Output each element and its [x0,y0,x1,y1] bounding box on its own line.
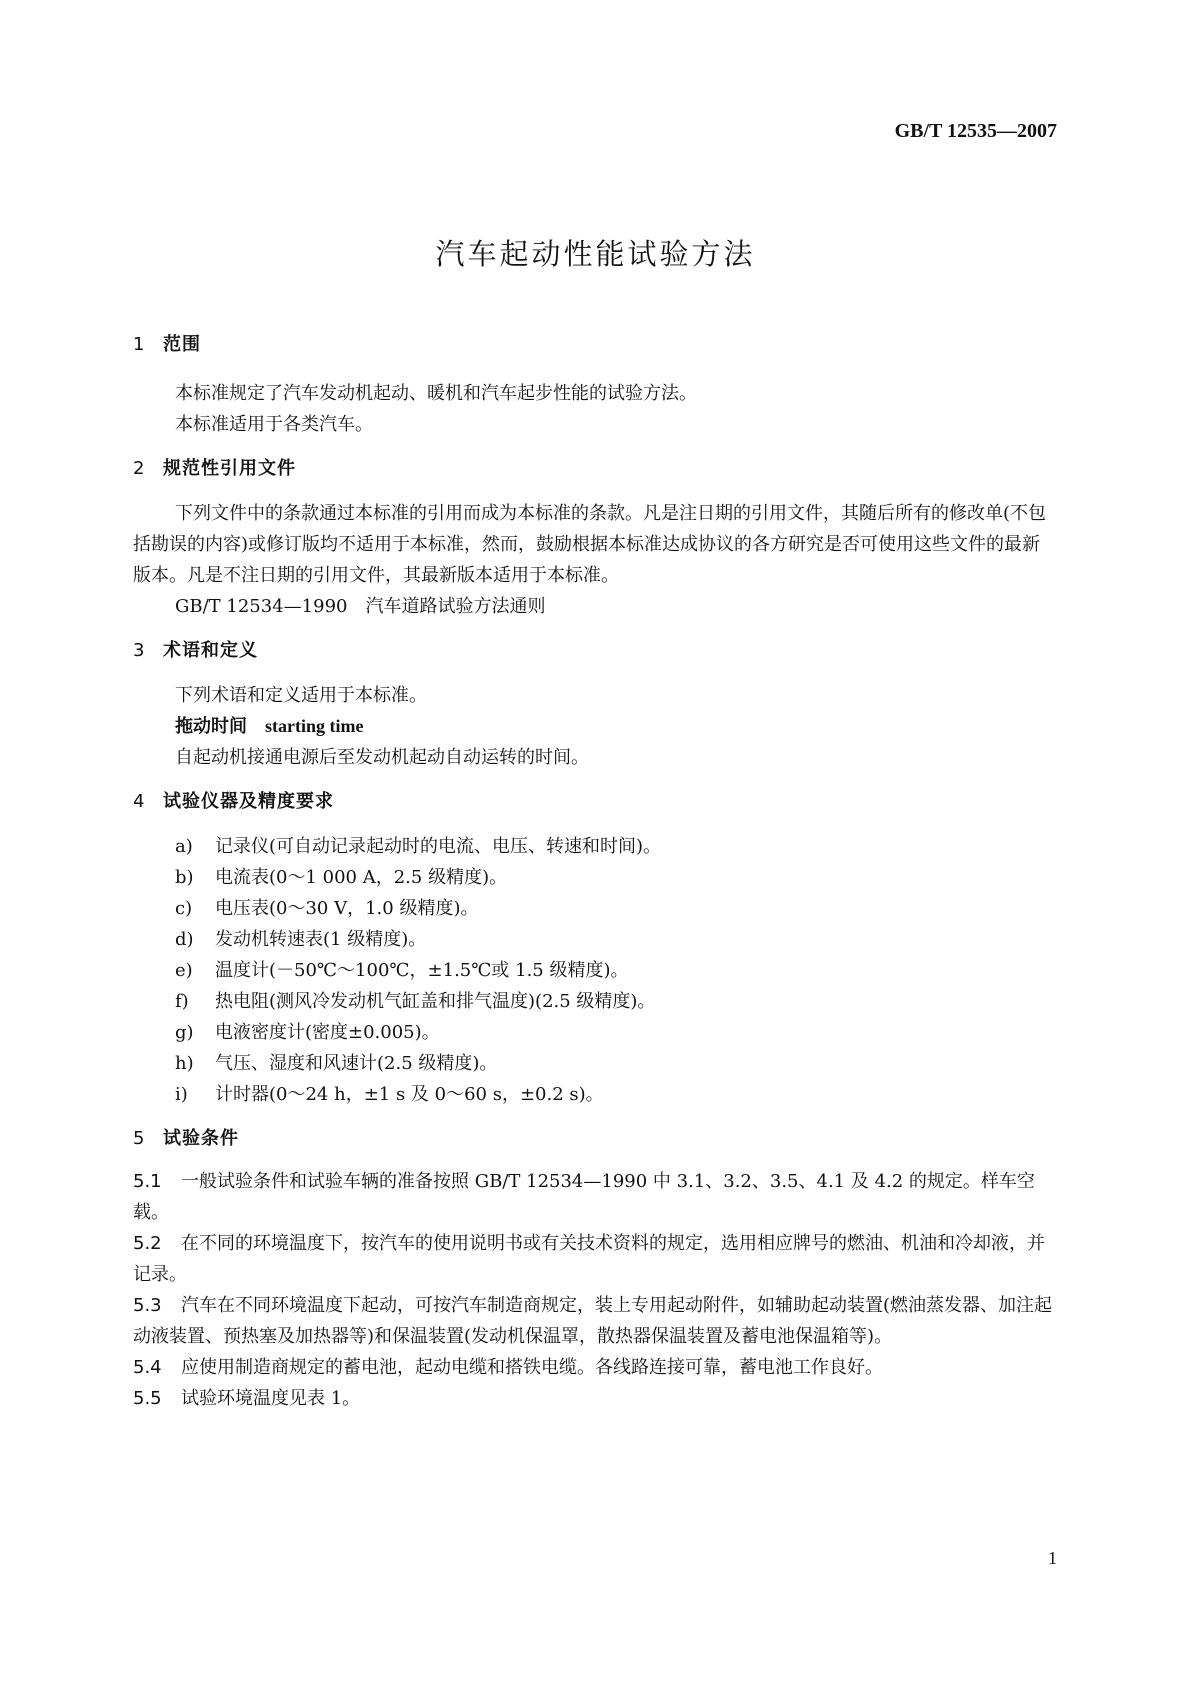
reference-entry: GB/T 12534—1990 汽车道路试验方法通则 [175,596,546,617]
section-terms-definitions [133,636,1058,773]
section-heading: 5 试验条件 [133,1128,239,1149]
section-heading: 1 范围 [133,334,201,355]
section-heading: 3 术语和定义 [133,640,258,661]
paragraph: 本标准适用于各类汽车。 [175,414,373,435]
clause: 5.5 试验环境温度见表 1。 [133,1388,361,1409]
paragraph: 本标准规定了汽车发动机起动、暖机和汽车起步性能的试验方法。 [175,383,697,404]
document-body [133,330,1058,1414]
list-item: e) 温度计(－50℃～100℃，±1.5℃或 1.5 级精度)。 [175,960,629,981]
list-item: d) 发动机转速表(1 级精度)。 [175,929,427,950]
section-instruments [133,787,1058,1110]
section-test-conditions [133,1124,1058,1414]
clause: 5.3 汽车在不同环境温度下起动，可按汽车制造商规定，装上专用起动附件，如辅助起动装置(燃油蒸发器、加注起动液装置、预热塞及加热器等)和保温装置(发动机保温罩，散热器保温装置及蓄电池保温箱等)。 [133,1295,1053,1347]
list-item: g) 电液密度计(密度±0.005)。 [175,1022,440,1043]
term-definition: 自起动机接通电源后至发动机起动自动运转的时间。 [175,747,589,768]
section-normative-references [133,454,1058,622]
clause: 5.1 一般试验条件和试验车辆的准备按照 GB/T 12534—1990 中 3.1、3.2、3.5、4.1 及 4.2 的规定。样车空载。 [133,1171,1035,1223]
document-title: 汽车起动性能试验方法 [435,237,756,271]
clause: 5.4 应使用制造商规定的蓄电池，起动电缆和搭铁电缆。各线路连接可靠，蓄电池工作良好。 [133,1357,883,1378]
instrument-list [133,831,1058,1110]
list-item: i) 计时器(0～24 h，±1 s 及 0～60 s，±0.2 s)。 [175,1084,604,1105]
section-scope [133,330,1058,440]
section-heading: 2 规范性引用文件 [133,458,296,479]
section-heading: 4 试验仪器及精度要求 [133,791,334,812]
list-item: c) 电压表(0～30 V，1.0 级精度)。 [175,898,479,919]
standard-code: GB/T 12535—2007 [894,120,1057,142]
list-item: b) 电流表(0～1 000 A，2.5 级精度)。 [175,867,508,888]
term-entry: 拖动时间 starting time [175,716,364,737]
page-number: 1 [1048,1548,1057,1568]
list-item: a) 记录仪(可自动记录起动时的电流、电压、转速和时间)。 [175,836,662,857]
clause: 5.2 在不同的环境温度下，按汽车的使用说明书或有关技术资料的规定，选用相应牌号的燃油、机油和冷却液，并记录。 [133,1233,1045,1285]
list-item: h) 气压、湿度和风速计(2.5 级精度)。 [175,1053,498,1074]
paragraph: 下列文件中的条款通过本标准的引用而成为本标准的条款。凡是注日期的引用文件，其随后所有的修改单(不包括勘误的内容)或修订版均不适用于本标准，然而，鼓励根据本标准达成协议的各方研究是否可使用这些文件的最新版本。凡是不注日期的引用文件，其最新版本适用于本标准。 [133,503,1047,586]
paragraph: 下列术语和定义适用于本标准。 [175,685,427,706]
list-item: f) 热电阻(测风冷发动机气缸盖和排气温度)(2.5 级精度)。 [175,991,656,1012]
